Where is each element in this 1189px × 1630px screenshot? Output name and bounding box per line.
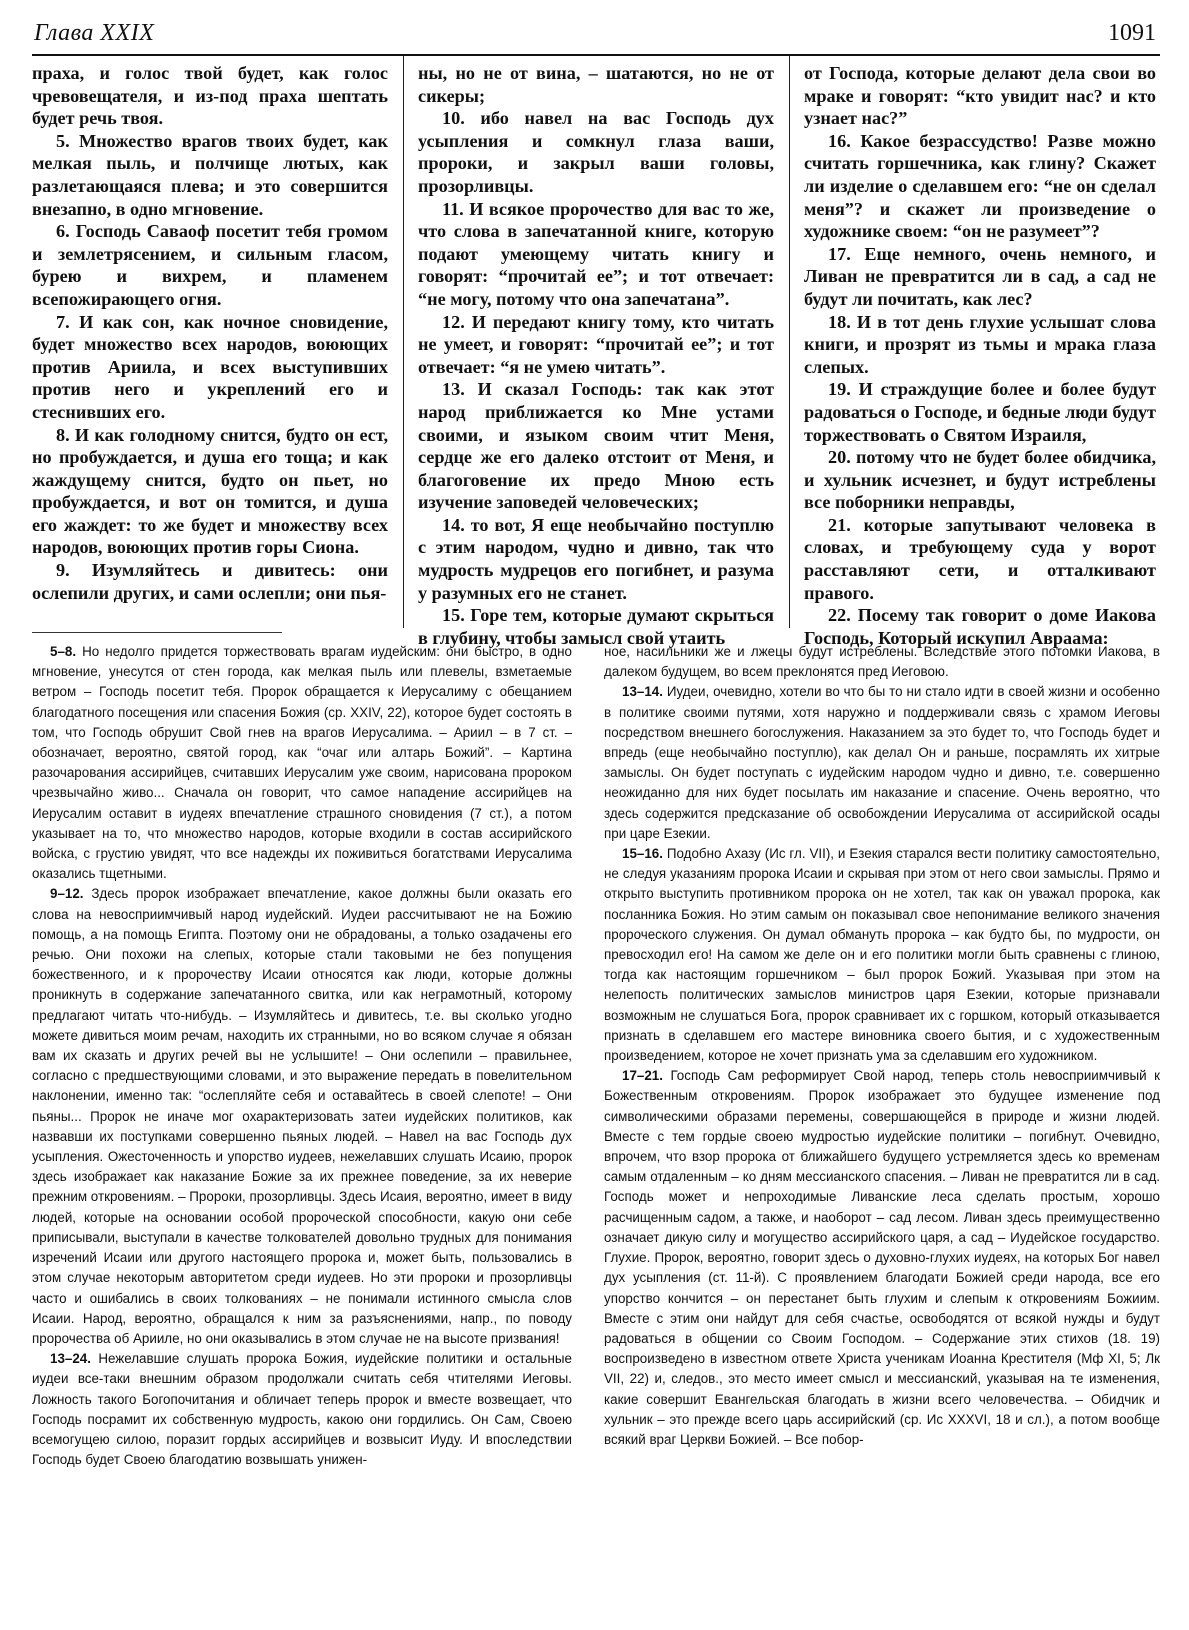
commentary-text: Но недолго придется торжествовать врагам иудейским: они быстро, в одно мгновение, унесутся от стен города, как мелкая пыль или плевелы, взметаемые ветром – Господь посетит тебя. Пророк обращается к Иерусалиму с обещанием благодатного посещения или спасения Божия (ср. XXIV, 22), которое будет состоять в том, что Господь обрушит Свой гнев на врагов Иерусалима. – Ариил – в 7 ст. – обозначает, вероятно, святой город, как “очаг или алтарь Божий”. – Картина разочарования ассирийцев, считавших Иерусалим уже своим, нарисована пророком чрезвычайно живо... Сначала он говорит, что самое нападение ассирийцев на Иерусалим оставит в иудеях впечатление страшного сновидения (7 ст.), а потом указывает на то, что множество народов, которые входили в состав ассирийского войска, с грустию увидят, что все надежды их поживиться богатствами Иерусалима оказались тщетными. (32, 644, 572, 882)
verse-paragraph: от Господа, которые делают дела свои во мраке и говорят: “кто увидит нас? и кто узнает нас?” (804, 63, 1156, 129)
verse-paragraph: 14. то вот, Я еще необычайно поступлю с этим народом, чудно и дивно, так что мудрость мудрецов его погибнет, и разума у разумных его не станет. (418, 514, 774, 603)
commentary-text: Здесь пророк изображает впечатление, какое должны были оказать его слова на невосприимчивый народ иудейский. Иудеи рассчитывают не на Божию помощь, а на помощь Египта. Поэтому они не обрадованы, а только озадачены его речью. Они похожи на слепых, которые стали таковыми не без попущения божественного, и к пророчеству Исаии относятся как люди, которые должны проникнуть в содержание запечатанного свитка, или как неграмотный, которому предлагают читать что-нибудь. – Изумляйтесь и дивитесь, т.е. вы сколько угодно можете дивиться моим речам, находить их странными, но во всяком случае я обязан вам их сказать и других речей вы не услышите! – Они ослепили – правильнее, согласно с предшествующими словами, и это выражение передать в повелительном наклонении, именно так: “ослепляйте себя и оставайтесь в своей слепоте! – Они пьяны... Пророк не иначе мог охарактеризовать затеи иудейских политиков, как назвавши их поступками совершенно пьяных людей. – Навел на вас Господь дух усыпления. Ожесточенность и упорство иудеев, нежелавших слушать Исаию, пророк здесь изображает как наказание Божие за их прежнее поведение, за их неверие прежним откровениям. – Пророки, прозорливцы. Здесь Исаия, вероятно, имеет в виду людей, которые на основании особой пророческой способности, какую они себе приписывали, выступали в качестве толкователей довольно трудных для понимания изречений Исаии или другого настоящего пророка и, может быть, пользовались в этом случае некоторым авторитетом среди иудеев. Но эти пророки и прозорливцы часто и ошибались в своих толкованиях – не понимали истинного смысла слов Исаии. Народ, вероятно, обращался к ним за разъяснениями, напр., по поводу пророчества об Арииле, но они оказывались в этом случае не на высоте призвания! (32, 886, 572, 1346)
verse-paragraph: 15. Горе тем, которые думают скрыться в глубину, чтобы замысл свой утаить (418, 605, 774, 648)
footnote-separator (32, 632, 282, 633)
verse-paragraph: праха, и голос твой будет, как голос чревовещателя, и из-под праха шептать будет речь твоя. (32, 63, 388, 129)
commentary-paragraph (604, 642, 1160, 682)
verse-paragraph: 10. ибо навел на вас Господь дух усыпления и сомкнул глаза ваши, пророки, и закрыл ваши головы, прозорливцы. (418, 108, 774, 196)
commentary-column-2 (604, 642, 1160, 1622)
verse-paragraph: 16. Какое безрассудство! Разве можно считать горшечника, как глину? Скажет ли изделие о сделавшем его: “не он сделал меня”? и скажет ли произведение о художнике своем: “он не разумеет”? (804, 130, 1156, 242)
verse-paragraph: 18. И в тот день глухие услышат слова книги, и прозрят из тьмы и мрака глаза слепых. (804, 311, 1156, 377)
page-number: 1091 (1108, 20, 1156, 46)
verse-range: 15–16. (622, 846, 663, 862)
scripture-text (32, 56, 1160, 648)
chapter-title: Глава XXIX (34, 20, 155, 46)
verse-range: 5–8. (50, 644, 77, 659)
scripture-column-1 (32, 56, 388, 632)
commentary-text: Нежелавшие слушать пророка Божия, иудейские политики и остальные иудеи все-таки внешним образом продолжали считать себя чтителями Иеговы. Ложность такого Богопочитания и обличает теперь пророк и вместе возвещает, что Господь посрамит их собственную мудрость, какою они гордились. Он Сам, Своею всемогущею силою, поразит гордых ассирийцев и возвысит Иуду. И впоследствии Господь будет Своею благодатию возвышать унижен- (32, 1351, 572, 1468)
verse-paragraph: 22. Посему так говорит о доме Иакова Господь, Который искупил Авраама: (804, 605, 1156, 648)
verse-paragraph: 19. И страждущие более и более будут радоваться о Господе, и бедные люди будут торжествовать о Святом Израиля, (804, 379, 1156, 445)
commentary-text: Подобно Ахазу (Ис гл. VII), и Езекия старался вести политику самостоятельно, не следуя указаниям пророка Исаии и скрывая при этом от него свои замыслы. Прямо и открыто выступить противником пророка он не хотел, так как он уважал пророка, как посланника Божия. Но этим самым он показывал свое непонимание великого значения пророческого служения. Он думал обмануть пророка – как будто бы, по мудрости, он превосходил его! На самом же деле он и его политики могли быть сравнены с глиною, тогда как настоящим горшечником – был пророк Божий. Указывая при этом на нелепость политических замыслов министров царя Езекии, которые признавали возможным не слушаться Бога, пророк сравнивает их с горшком, который отказывается признать в сделавшем его мастере виновника своего бытия, и с художественным произведением, которое не хочет признать ума за сделавшим его художником. (604, 846, 1160, 1064)
commentary-column-1 (32, 642, 572, 1622)
commentary-text: Господь Сам реформирует Свой народ, теперь столь невосприимчивый к Божественным откровениям. Пророк изображает это будущее изменение под символическими образами перемены, совершающейся в природе и жизни людей. Вместе с тем гордые своею мудростью иудейские политики – погибнут. Очевидно, впрочем, что взор пророка от ближайшего будущего устремляется здесь ко временам самым отдаленным – ко дням мессианского спасения. – Ливан не превратится ли в сад. Господь может и непроходимые Ливанские леса сделать простым, хорошо расчищенным садом, а также, и наоборот – сад лесом. Ливан здесь преимущественно означает дикую силу и могущество ассирийского царя, а сад – Иудейское государство. Глухие. Пророк, вероятно, говорит здесь о духовно-глухих иудеях, на которых Бог навел дух усыпления (ст. 11-й). С проявлением благодати Божией среди народа, все его упорство кончится – он перестанет быть глухим и слепым к откровениям Божиим. Вместе с этим они найдут для себя счастье, освободятся от всякой нужды и будут радоваться в общении со Своим Господом. – Содержание этих стихов (18. 19) воспроизведено в известном ответе Христа ученикам Иоанна Крестителя (Мф XI, 5; Лк VII, 22) и, следов., это место имеет смысл и мессианский, указывая на те изменения, какие совершит Евангельская благодать в жизни всего человечества. – Обидчик и хульник – это прежде всего царь ассирийский (ср. Ис XXXVI, 18 и сл.), а потом вообще всякий враг Церкви Божией. – Все побор- (604, 1068, 1160, 1447)
verse-paragraph: 11. И всякое пророчество для вас то же, что слова в запечатанной книге, которую подают умеющему читать книгу и говорят: “прочитай ее”; и тот отвечает: “не могу, потому что она запечатана”. (418, 198, 774, 309)
verse-paragraph: 20. потому что не будет более обидчика, и хульник исчезнет, и будут истреблены все поборники неправды, (804, 447, 1156, 513)
verse-range: 13–24. (50, 1351, 91, 1367)
running-header (32, 14, 1160, 56)
column-divider (789, 56, 790, 628)
verse-paragraph: ны, но не от вина, – шатаются, но не от сикеры; (418, 63, 774, 106)
verse-paragraph: 5. Множество врагов твоих будет, как мелкая пыль, и полчище лютых, как разлетающаяся плева; и это совершится внезапно, в одно мгновение. (32, 130, 388, 219)
commentary-paragraph (32, 884, 572, 1349)
commentary-text: ное, насильники же и лжецы будут истреблены. Вследствие этого потомки Иакова, в далеком будущем, во всем преклонятся пред Иеговою. (604, 644, 1160, 680)
verse-range: 9–12. (50, 886, 84, 902)
scripture-column-3 (804, 56, 1156, 648)
verse-range: 13–14. (622, 684, 663, 700)
commentary-paragraph (32, 642, 572, 884)
verse-paragraph: 21. которые запутывают человека в словах, и требующему суда у ворот расставляют сети, и отталкивают правого. (804, 514, 1156, 603)
commentary-paragraph (604, 682, 1160, 844)
commentary-paragraph (604, 844, 1160, 1066)
verse-paragraph: 12. И передают книгу тому, кто читать не умеет, и говорят: “прочитай ее”; и тот отвечает: “я не умею читать”. (418, 311, 774, 377)
verse-paragraph: 17. Еще немного, очень немного, и Ливан не превратится ли в сад, а сад не будут ли почитать, как лес? (804, 243, 1156, 309)
verse-paragraph: 8. И как голодному снится, будто он ест, но пробуждается, и душа его тоща; и как жаждущему снится, будто он пьет, но пробуждается, и вот он томится, и душа его жаждет: то же будет и множеству всех народов, воюющих против горы Сиона. (32, 424, 388, 558)
commentary-paragraph (604, 1066, 1160, 1450)
verse-range: 17–21. (622, 1068, 663, 1084)
commentary-text: Иудеи, очевидно, хотели во что бы то ни стало идти в своей жизни и особенно в политике своими путями, хотя наружно и поддерживали связь с храмом Иеговы посредством внешнего богослужения. Наказанием за это будет то, что Господь будет и впредь (еще необычайно поступлю), как делал Он и раньше, посрамлять их хитрые замыслы. Он будет поступать с иудейским народом чудно и дивно, т.е. совершенно неожиданно для них будет посылать им наказание и спасение. Очень вероятно, что здесь содержится предсказание об освобождении Иерусалима от ассирийской осады при царе Езекии. (604, 684, 1160, 841)
column-divider (403, 56, 404, 628)
verse-paragraph: 7. И как сон, как ночное сновидение, будет множество всех народов, воюющих против Ариила, и всех выступивших против него и укреплений его и стеснивших его. (32, 311, 388, 422)
verse-paragraph: 9. Изумляйтесь и дивитесь: они ослепили других, и сами ослепли; они пья- (32, 560, 388, 603)
commentary-paragraph (32, 1349, 572, 1470)
book-page (32, 14, 1160, 1468)
verse-paragraph: 13. И сказал Господь: так как этот народ приближается ко Мне устами своими, и языком своим чтит Меня, сердце же его далеко отстоит от Меня, и благоговение их предо Мною есть изучение заповедей человеческих; (418, 379, 774, 513)
verse-paragraph: 6. Господь Саваоф посетит тебя громом и землетрясением, и сильным гласом, бурею и вихрем, и пламенем всепожирающего огня. (32, 221, 388, 309)
scripture-column-2 (418, 56, 774, 648)
